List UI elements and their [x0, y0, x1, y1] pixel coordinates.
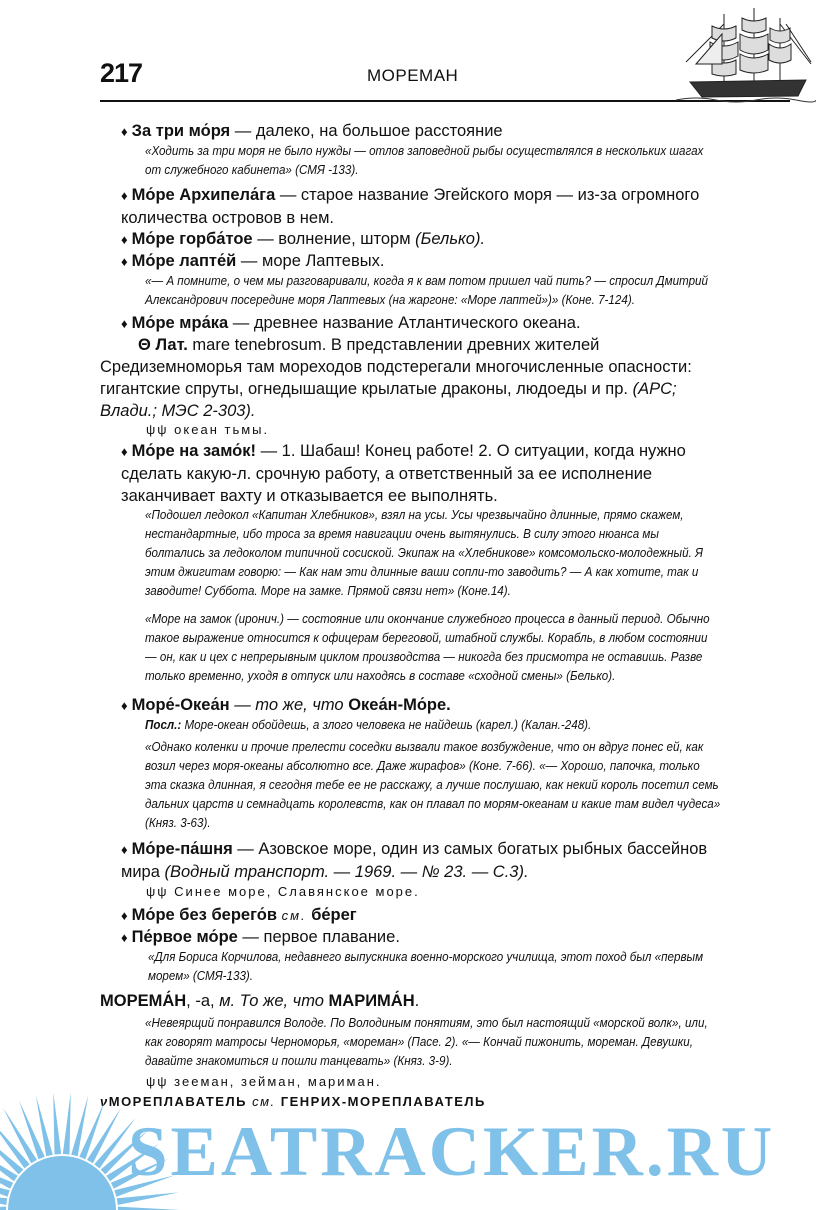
sun-ray — [19, 1100, 45, 1159]
entry-more-arkhipelaga: ♦ Мо́ре Архипела́га — старое название Эгейского моря — из-за огромного количества островов в нем. — [121, 186, 700, 227]
quote: «Однако коленки и прочие прелести соседки вызвали такое возбуждение, что он вдруг понес ей, как возил через моря-океаны абсолютно все. Даже жирафов» (Коне. 7-66). «— Хорошо, папочка, только эта сказка длинная, я сегодня тебе ее не расскажу, а лучше послушаю, как некий король посетил семь дальних царств и семнадцать королевств, как он плавал по морям-океанам и какие там видел чудеса» (Княз. 3-63). — [145, 740, 721, 830]
latin-note: Θ Лат. mare tenebrosum. В представлении древних жителей Средиземноморья там мореходов подстерегали многочисленные опасности: гигантские спруты, огнедышащие крылатые драконы, людоеды и пр. (АРС; Влади.; МЭС 2-303). — [100, 336, 692, 420]
quote: «— А помните, о чем мы разговаривали, когда я к вам потом пришел чай пить? — спросил Дмитрий Александрович посередине моря Лаптевых (на жаргоне: «Море лаптей»)» (Коне. 7-124). — [145, 274, 708, 307]
quote: «Море на замок (иронич.) — состояние или окончание служебного процесса в данный период. Обычно такое выражение относится к офицерам береговой, штабной службы. Корабль, в любом состоянии — он, как и цех с непрерывным циклом производства — никогда без присмотра не оставишь. Разве только временно, уходя в отпуск или находясь в составе «сходной смены» (Белько). — [145, 612, 710, 683]
sun-ray — [63, 1092, 71, 1154]
quote: «Подошел ледокол «Капитан Хлебников», взял на усы. Усы чрезвычайно длинные, прямо скажем, нестандартные, ибо троса за время навигации очень вытянулись. В силу этого нюанса мы болтались за ледоколом типичной сосиской. Экипаж на «Хлебникове» комсомольско-молодежный. Я этим джигитам говорю: — Как нам эти длинные ваши сопли-то заводить? — А как хотите, так и заводите! Суббота. Море на замке. Прямой связи нет» (Коне.14). — [145, 508, 703, 598]
entry-za-tri-morya: ♦ За три мо́ря — далеко, на большое расстояние — [121, 122, 503, 140]
entry-more-mraka: ♦ Мо́ре мра́ка — древнее название Атлантического океана. — [121, 314, 581, 332]
synonyms: ψψ океан тьмы. — [146, 422, 270, 437]
cross-reference: νМОРЕПЛАВАТЕЛЬ см. ГЕНРИХ-МОРЕПЛАВАТЕЛЬ — [100, 1094, 486, 1109]
entry-more-laptey: ♦ Мо́ре лапте́й — море Лаптевых. — [121, 252, 385, 270]
sailing-ship-icon — [676, 4, 816, 104]
sun-ray — [0, 1207, 6, 1210]
entry-more-bez-beregov: ♦ Мо́ре без берего́в см. бе́рег — [121, 906, 357, 924]
synonyms: ψψ Синее море, Славянское море. — [146, 884, 420, 899]
entry-more-pashnya: ♦ Мо́ре-па́шня — Азовское море, один из самых богатых рыбных бассейнов мира (Водный транспорт. — 1969. — № 23. — С.3). — [121, 840, 708, 881]
bullet-icon: ♦ — [121, 124, 128, 139]
sun-ray — [53, 1092, 61, 1154]
entry-more-okean: ♦ Море́-Океа́н — то же, что Океа́н-Мо́ре. — [121, 696, 451, 714]
main-entry-moreman: МОРЕМА́Н, -а, м. То же, что МАРИМА́Н. — [100, 992, 420, 1010]
sun-ray — [118, 1207, 180, 1210]
page-number: 217 — [100, 58, 143, 88]
quote: «Для Бориса Корчилова, недавнего выпускника военно-морского училища, этот поход был «первым морем» (СМЯ-133). — [148, 950, 704, 983]
quote: «Ходить за три моря не было нужды — отлов заповедной рыбы осуществлялся в нескольких шагах от служебного кабинета» (СМЯ -133). — [145, 144, 704, 177]
entry-more-na-zamok: ♦ Мо́ре на замо́к! — 1. Шабаш! Конец работе! 2. О ситуации, когда нужно сделать какую-л. срочную работу, а ответственный за ее исполнение заканчивает вахту и отказывается ее выполнять. — [121, 442, 686, 505]
sun-ray — [79, 1100, 105, 1159]
entry-pervoe-more: ♦ Пе́рвое мо́ре — первое плавание. — [121, 928, 400, 946]
proverb: Посл.: Море-океан обойдешь, а злого человека не найдешь (карел.) (Калан.-248). — [145, 718, 592, 732]
quote: «Невеярщий понравился Володе. По Володиным понятиям, это был настоящий «морской волк», или, как говорят матросы Черноморья, «мореман» (Пасе. 2). «— Кончай пижонить, мореман. Девушки, давайте знакомиться и пошли танцевать» (Княз. 3-9). — [145, 1016, 708, 1068]
watermark-text: SEATRACKER.RU — [128, 1113, 776, 1191]
entry-more-gorbatoe: ♦ Мо́ре горба́тое — волнение, шторм (Белько). — [121, 230, 486, 248]
synonyms: ψψ зееман, зейман, мариман. — [146, 1074, 382, 1089]
running-head: МОРЕМАН — [367, 66, 459, 85]
sun-ray — [117, 1192, 179, 1205]
